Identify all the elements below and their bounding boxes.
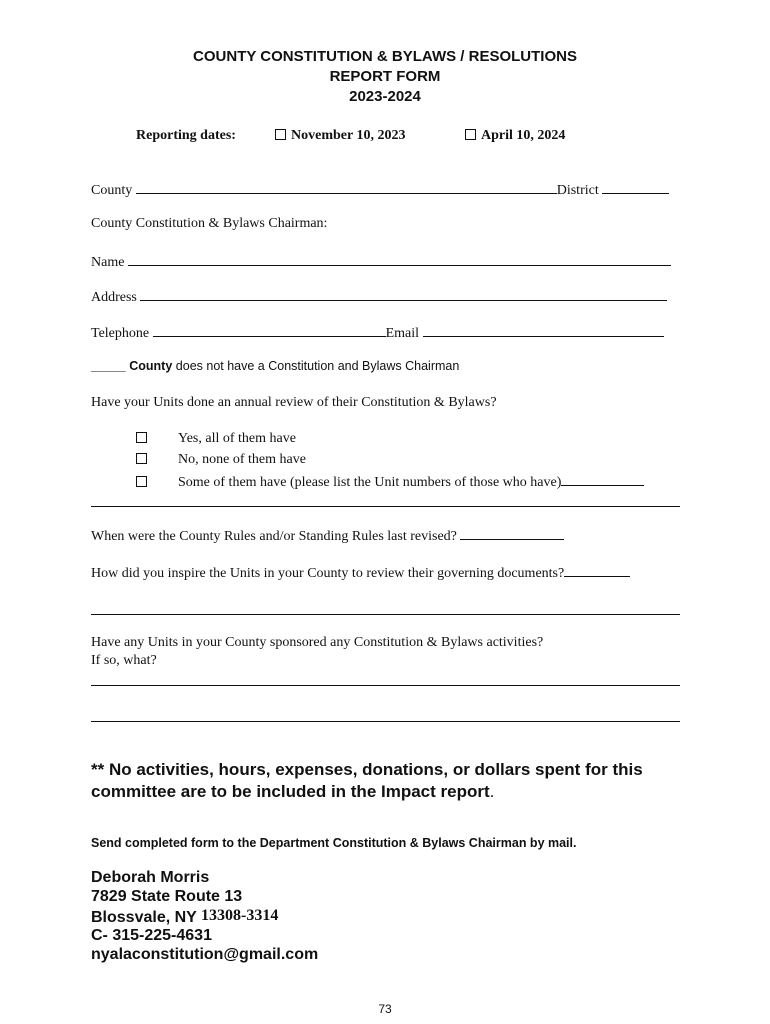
- question-sponsored-activities: Have any Units in your County sponsored any Constitution & Bylaws activities?: [91, 635, 544, 650]
- activities-answer-line-1[interactable]: [91, 685, 680, 686]
- impact-report-notice-period: .: [489, 782, 495, 801]
- name-label: Name: [91, 255, 125, 270]
- county-input-line[interactable]: [136, 181, 557, 194]
- contact-name: Deborah Morris: [91, 869, 210, 886]
- contact-zip: 13308-3314: [201, 907, 279, 924]
- inspire-units-answer-line[interactable]: [91, 614, 680, 615]
- q1-option-label: No, none of them have: [178, 452, 306, 467]
- no-chairman-statement: [91, 359, 459, 373]
- checkbox-icon[interactable]: [465, 129, 476, 140]
- contact-street: 7829 State Route 13: [91, 888, 243, 905]
- unit-numbers-input-line[interactable]: [561, 473, 644, 486]
- address-label: Address: [91, 290, 137, 305]
- date-option-2-label: April 10, 2024: [481, 128, 566, 143]
- email-input-line[interactable]: [423, 324, 664, 337]
- rules-revised-input-line[interactable]: [460, 527, 564, 540]
- contact-phone: C- 315-225-4631: [91, 927, 212, 944]
- no-chairman-blank[interactable]: _____: [91, 359, 126, 373]
- no-chairman-county: County: [129, 359, 173, 373]
- county-field: [91, 181, 669, 199]
- checkbox-icon[interactable]: [136, 453, 147, 464]
- form-title-line3: 2023-2024: [349, 88, 421, 105]
- chairman-heading: County Constitution & Bylaws Chairman:: [91, 216, 328, 231]
- q1-option-yes[interactable]: [136, 431, 296, 447]
- q1-option-some[interactable]: [136, 473, 644, 491]
- telephone-label: Telephone: [91, 326, 150, 341]
- unit-numbers-continuation-line[interactable]: [91, 506, 680, 507]
- question-annual-review: Have your Units done an annual review of their Constitution & Bylaws?: [91, 395, 497, 410]
- checkbox-icon[interactable]: [275, 129, 286, 140]
- question-if-so-what: If so, what?: [91, 653, 157, 668]
- date-option-1[interactable]: [275, 128, 405, 144]
- question-rules-revised: [91, 527, 564, 545]
- question-inspire-units: [91, 564, 630, 582]
- contact-city-line: [91, 906, 278, 928]
- district-input-line[interactable]: [602, 181, 669, 194]
- send-instruction: Send completed form to the Department Constitution & Bylaws Chairman by mail.: [91, 836, 577, 850]
- checkbox-icon[interactable]: [136, 432, 147, 443]
- telephone-field: [91, 324, 664, 342]
- date-option-1-label: November 10, 2023: [291, 128, 406, 143]
- impact-report-notice-text: ** No activities, hours, expenses, donations, or dollars spent for this committee are to be included in the Impact report: [91, 760, 643, 801]
- address-field: [91, 288, 667, 306]
- form-title-line2: REPORT FORM: [329, 68, 441, 85]
- question-inspire-units-text: How did you inspire the Units in your County to review their governing documents?: [91, 566, 565, 581]
- inspire-units-input-line[interactable]: [564, 564, 630, 577]
- impact-report-notice: [91, 759, 691, 803]
- telephone-input-line[interactable]: [153, 324, 386, 337]
- date-option-2[interactable]: [465, 128, 565, 144]
- q1-option-label: Some of them have (please list the Unit numbers of those who have): [178, 475, 562, 490]
- name-field: [91, 253, 671, 271]
- page-number: 73: [378, 1002, 392, 1016]
- district-label: District: [556, 183, 599, 198]
- county-label: County: [91, 183, 133, 198]
- q1-option-no[interactable]: [136, 452, 306, 468]
- form-title-line1: COUNTY CONSTITUTION & BYLAWS / RESOLUTIONS: [193, 48, 577, 65]
- contact-email[interactable]: nyalaconstitution@gmail.com: [91, 946, 319, 963]
- email-label: Email: [385, 326, 420, 341]
- address-input-line[interactable]: [140, 288, 667, 301]
- question-rules-revised-text: When were the County Rules and/or Standing Rules last revised?: [91, 529, 457, 544]
- reporting-dates-label: Reporting dates:: [136, 128, 236, 143]
- checkbox-icon[interactable]: [136, 476, 147, 487]
- name-input-line[interactable]: [128, 253, 671, 266]
- q1-option-label: Yes, all of them have: [178, 431, 296, 446]
- no-chairman-text: does not have a Constitution and Bylaws Chairman: [175, 359, 460, 373]
- contact-city: Blossvale, NY: [91, 909, 197, 926]
- activities-answer-line-2[interactable]: [91, 721, 680, 722]
